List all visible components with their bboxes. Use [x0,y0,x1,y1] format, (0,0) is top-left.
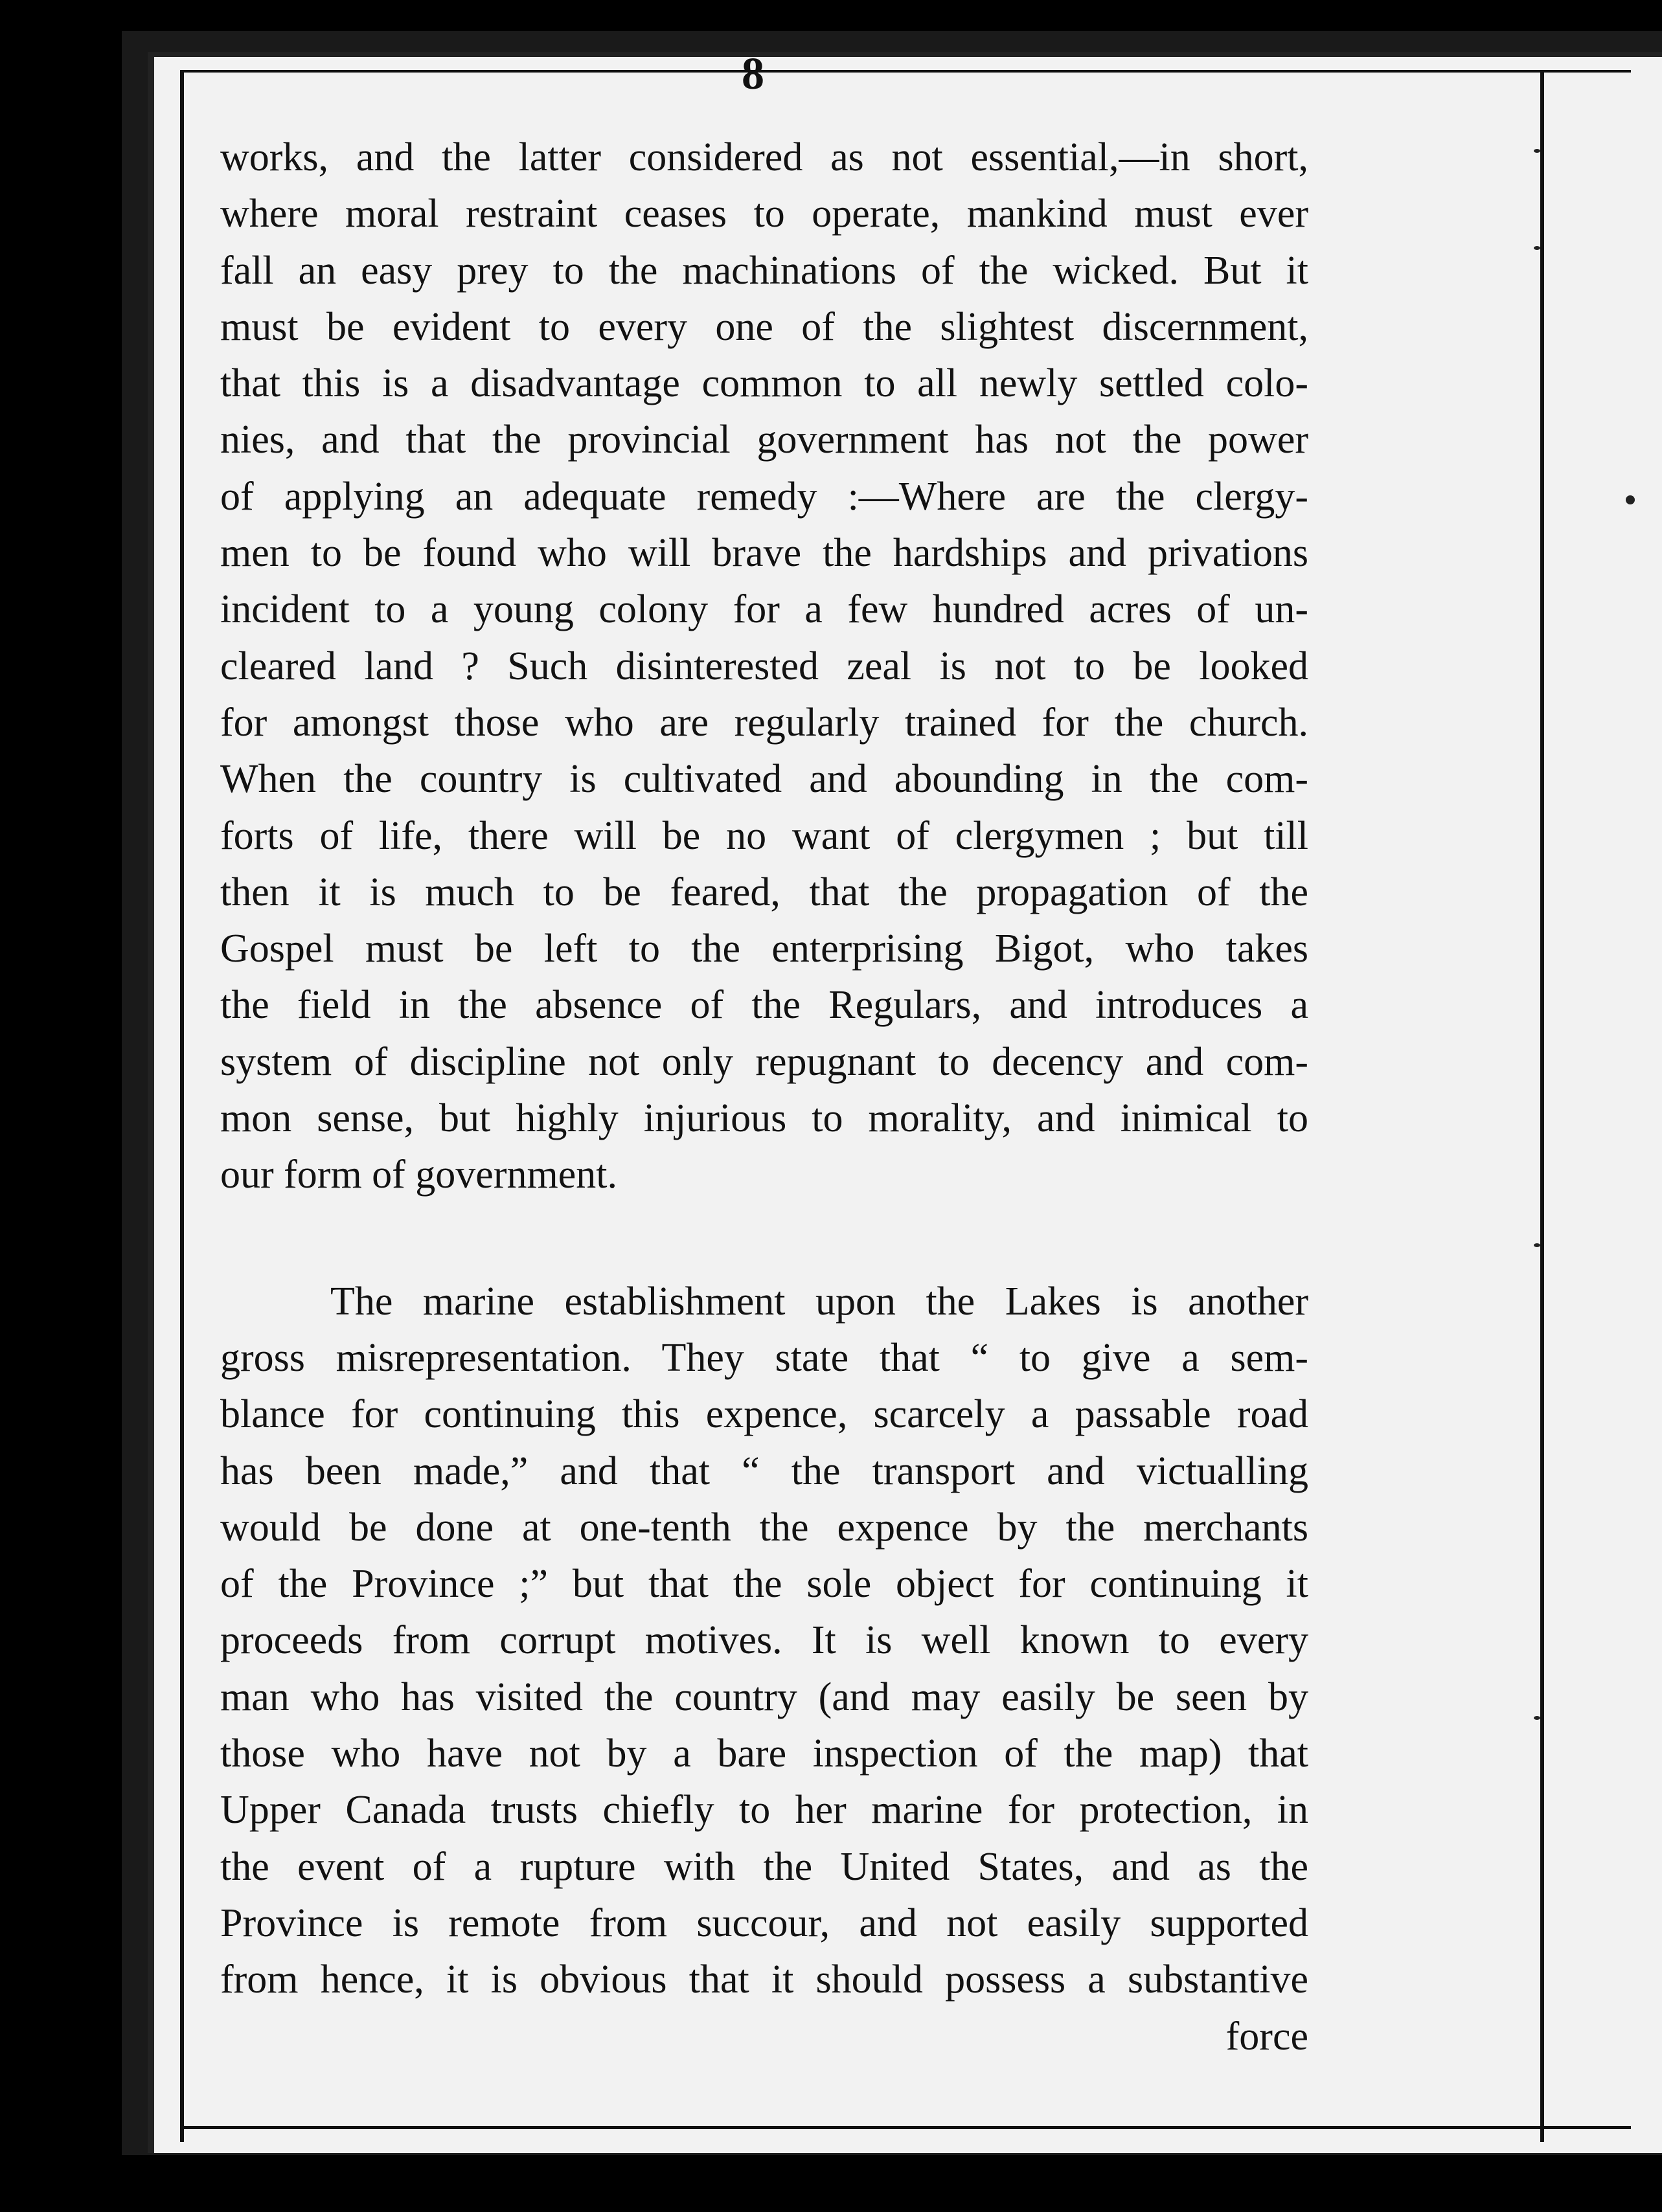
ink-speck [1534,1243,1540,1247]
text-line: the event of a rupture with the United States, and as the [220,1844,1308,1889]
text-line: blance for continuing this expence, scarcely a passable road [220,1392,1308,1437]
text-line: Province is remote from succour, and not easily supported [220,1901,1308,1945]
text-line: would be done at one-tenth the expence by the merchants [220,1505,1308,1550]
text-line: then it is much to be feared, that the propagation of the [220,870,1308,914]
text-line: of applying an adequate remedy :—Where are the clergy- [220,474,1308,519]
text-line: men to be found who will brave the hardships and privations [220,531,1308,576]
text-line: must be evident to every one of the slightest discernment, [220,304,1308,349]
text-line: cleared land ? Such disinterested zeal is not to be looked [220,644,1308,688]
text-line: has been made,” and that “ the transport and victualling [220,1449,1308,1493]
ink-speck [1534,1716,1540,1720]
text-line: mon sense, but highly injurious to morality, and inimical to [220,1096,1308,1141]
text-line: man who has visited the country (and may easily be seen by [220,1675,1308,1719]
text-line: of the Province ;” but that the sole object for continuing it [220,1562,1308,1607]
text-line: Upper Canada trusts chiefly to her marine for protection, in [220,1788,1308,1833]
right-gutter-rule [1540,70,1544,2142]
paragraph-gap [220,1204,1308,1274]
text-line: for amongst those who are regularly trained for the church. [220,700,1308,745]
text-line: proceeds from corrupt motives. It is well known to every [220,1618,1308,1663]
paragraph-1 [220,130,1308,1204]
top-border-rule [180,70,1631,73]
text-line: nies, and that the provincial government has not the power [220,418,1308,462]
text-line: where moral restraint ceases to operate, mankind must ever [220,192,1308,236]
text-line: those who have not by a bare inspection of the map) that [220,1732,1308,1776]
page-number: 8 [742,49,764,99]
text-line: forts of life, there will be no want of clergymen ; but till [220,813,1308,858]
ink-speck [1534,246,1540,250]
body-text [220,130,1308,2065]
text-line: When the country is cultivated and abounding in the com- [220,757,1308,802]
text-line: incident to a young colony for a few hundred acres of un- [220,587,1308,632]
text-line: fall an easy prey to the machinations of the wicked. But it [220,248,1308,293]
text-line: that this is a disadvantage common to all newly settled colo- [220,361,1308,406]
text-line: gross misrepresentation. They state that “ to give a sem- [220,1335,1308,1380]
paragraph-2 [220,1274,1308,2065]
ink-speck [1534,149,1540,153]
left-border-rule [180,70,184,2142]
bottom-border-rule [180,2126,1631,2129]
text-line: Gospel must be left to the enterprising Bigot, who takes [220,927,1308,971]
text-line: The marine establishment upon the Lakes is another [330,1279,1308,1324]
text-line: works, and the latter considered as not essential,—in short, [220,135,1308,179]
ink-speck [1626,495,1635,504]
text-line: the field in the absence of the Regulars, and introduces a [220,983,1308,1028]
text-line: our form of government. [220,1153,617,1197]
catchword: force [1225,2014,1308,2059]
text-line: from hence, it is obvious that it should possess a substantive [220,1958,1308,2002]
text-line: system of discipline not only repugnant to decency and com- [220,1039,1308,1084]
